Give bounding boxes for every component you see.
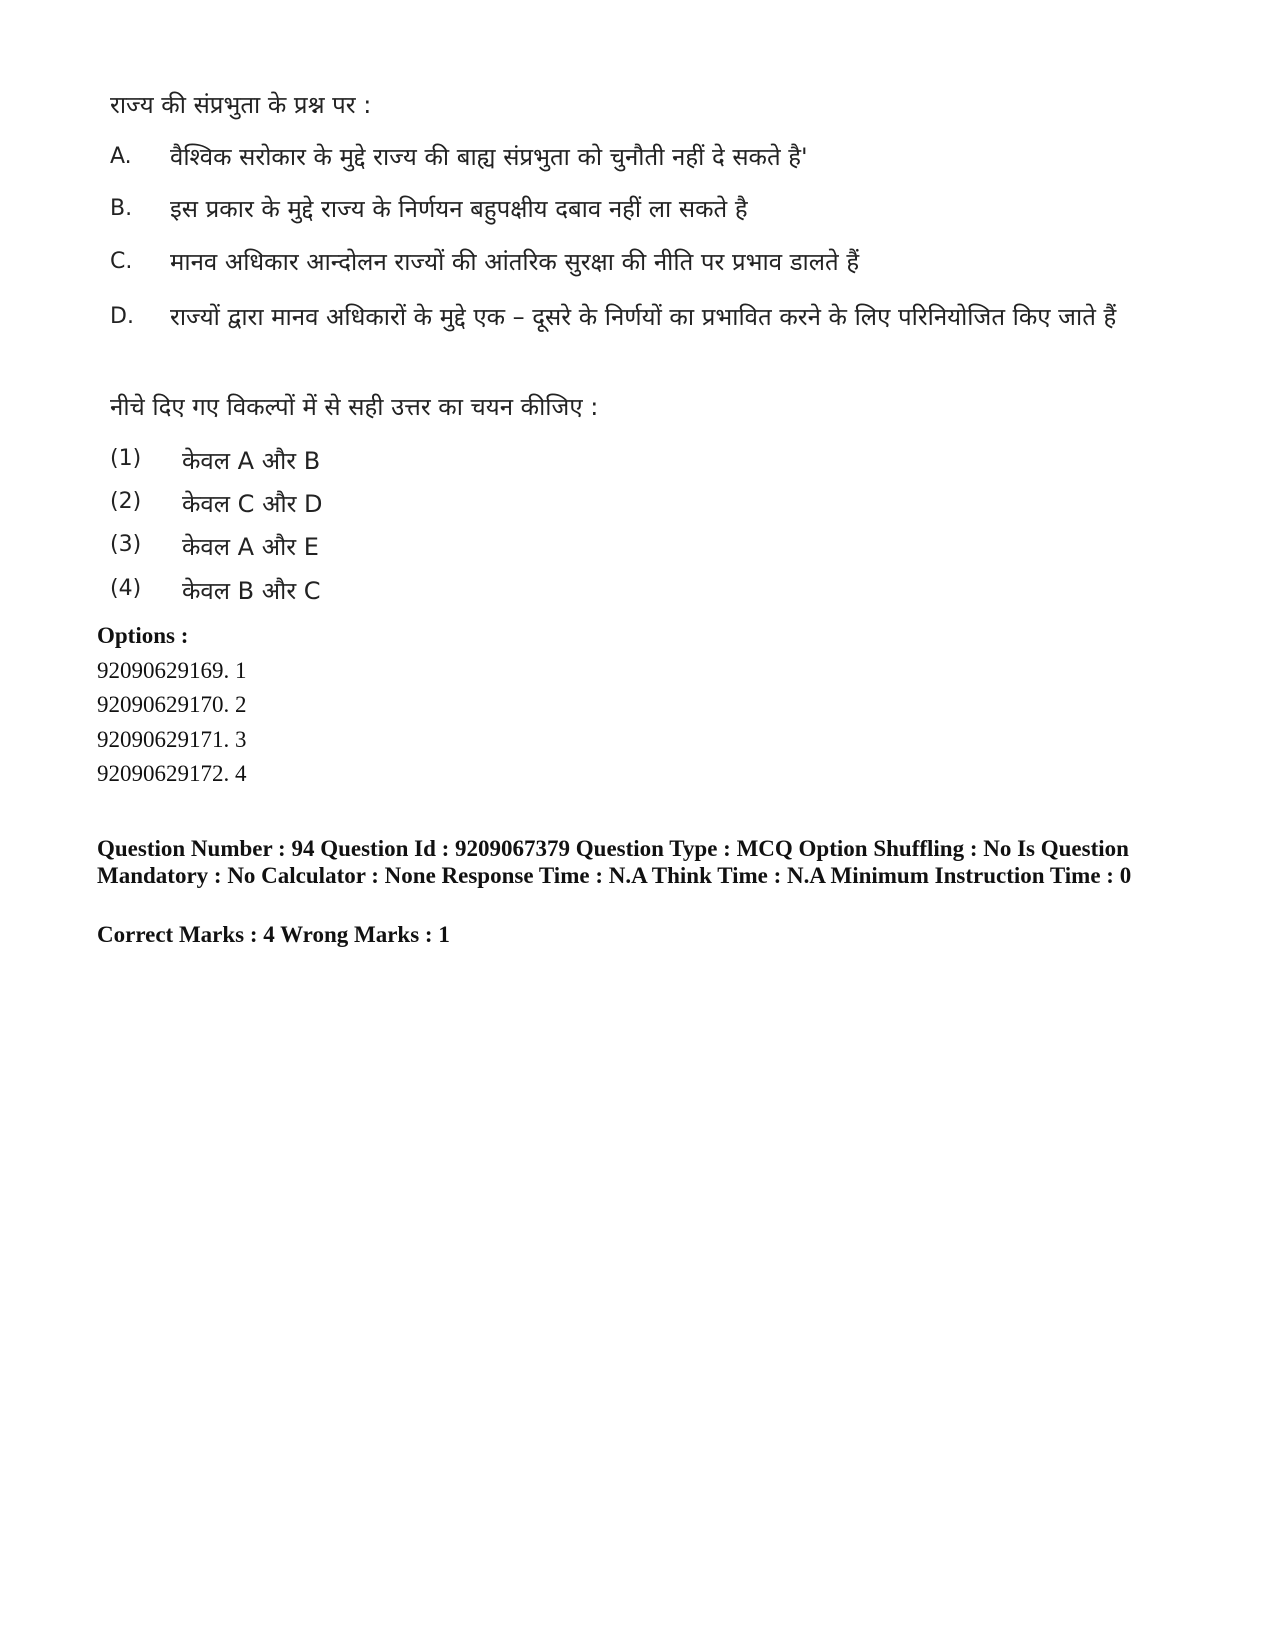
choice-number: (4): [110, 576, 142, 601]
choice-text: केवल C और D: [182, 490, 323, 518]
statement-letter: B.: [110, 196, 133, 221]
choice-text: केवल A और E: [182, 533, 319, 561]
options-heading: Options :: [97, 623, 189, 648]
statement-text: मानव अधिकार आन्दोलन राज्यों की आंतरिक सुरक्षा की नीति पर प्रभाव डालते हैं: [170, 248, 860, 276]
option-item-4: 92090629172. 4: [97, 761, 247, 786]
question-info: Question Number : 94 Question Id : 9209067379 Question Type : MCQ Option Shuffling : No Is Question Mandatory : No Calculator : None Response Time : N.A Think Time : N.A Minimum Instruction Time : 0: [97, 836, 1132, 888]
statement-text: वैश्विक सरोकार के मुद्दे राज्य की बाह्य संप्रभुता को चुनौती नहीं दे सकते है': [170, 143, 808, 171]
choice-number: (1): [110, 446, 142, 471]
statement-text: राज्यों द्वारा मानव अधिकारों के मुद्दे एक – दूसरे के निर्णयों का प्रभावित करने के लिए परिनियोजित किए जाते हैं: [170, 303, 1117, 331]
question-intro: राज्य की संप्रभुता के प्रश्न पर :: [110, 91, 372, 119]
statement-text: इस प्रकार के मुद्दे राज्य के निर्णयन बहुपक्षीय दबाव नहीं ला सकते है: [170, 195, 748, 223]
choice-number: (3): [110, 532, 142, 557]
option-item-2: 92090629170. 2: [97, 692, 247, 717]
statement-letter: D.: [110, 304, 134, 329]
marks-info: Correct Marks : 4 Wrong Marks : 1: [97, 922, 450, 947]
option-item-1: 92090629169. 1: [97, 658, 247, 683]
statement-letter: A.: [110, 144, 132, 169]
choice-text: केवल A और B: [182, 447, 321, 475]
option-item-3: 92090629171. 3: [97, 727, 247, 752]
choice-number: (2): [110, 489, 142, 514]
choice-text: केवल B और C: [182, 577, 321, 605]
statement-letter: C.: [110, 249, 133, 274]
choose-prompt: नीचे दिए गए विकल्पों में से सही उत्तर का चयन कीजिए :: [110, 393, 599, 421]
